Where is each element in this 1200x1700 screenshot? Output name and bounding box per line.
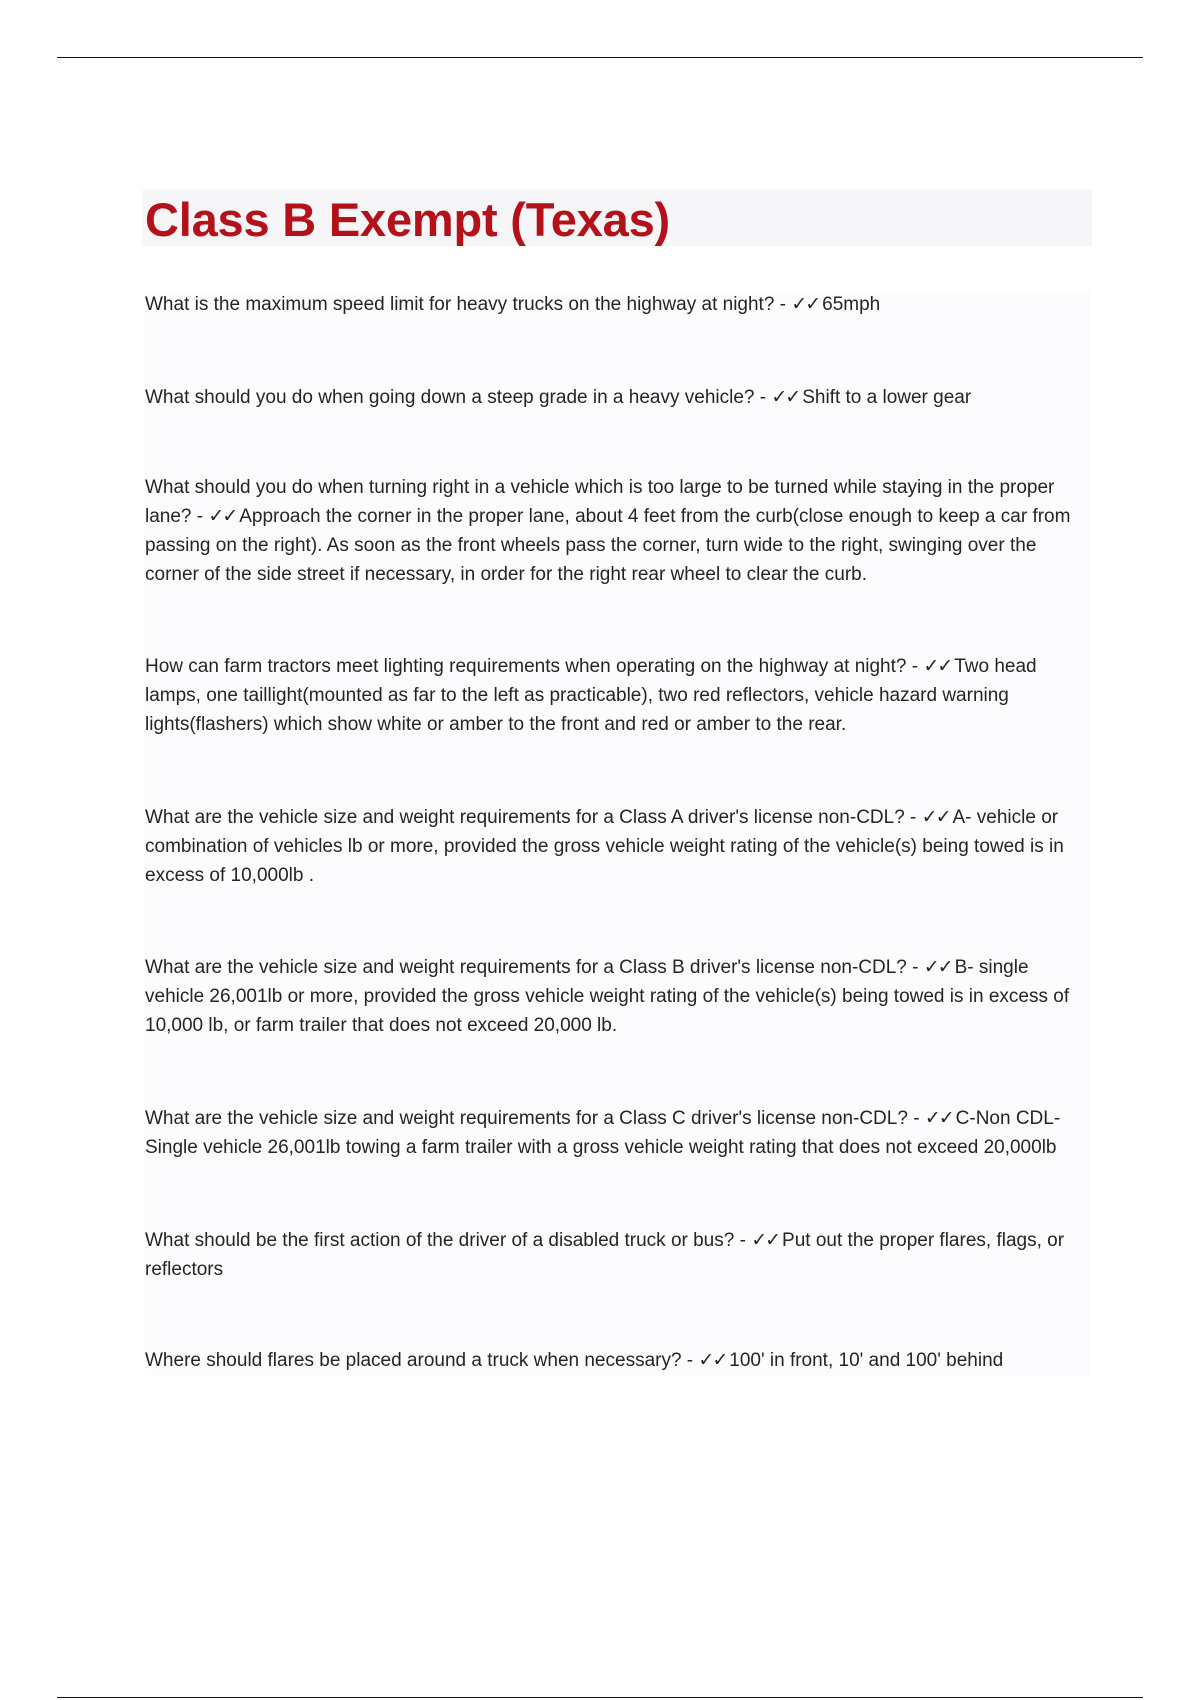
qa-question: What are the vehicle size and weight requirements for a Class B driver's license non-CDL? - bbox=[145, 957, 919, 978]
qa-item-8 bbox=[145, 1226, 1090, 1284]
double-check-icon: ✓✓ bbox=[923, 656, 952, 677]
qa-question: Where should flares be placed around a truck when necessary? - bbox=[145, 1350, 694, 1371]
footer-rule bbox=[57, 1697, 1143, 1698]
qa-answer: B- single vehicle 26,001lb or more, provided the gross vehicle weight rating of the vehicle(s) being towed is in excess of 10,000 lb, or farm trailer that does not exceed 20,000 lb. bbox=[145, 957, 1070, 1036]
double-check-icon: ✓✓ bbox=[791, 294, 820, 315]
qa-item-3 bbox=[145, 473, 1090, 589]
qa-question: What should be the first action of the driver of a disabled truck or bus? - bbox=[145, 1230, 746, 1251]
qa-question: What are the vehicle size and weight requirements for a Class A driver's license non-CDL? - bbox=[145, 807, 917, 828]
double-check-icon: ✓✓ bbox=[921, 807, 950, 828]
qa-question: What should you do when going down a steep grade in a heavy vehicle? - bbox=[145, 387, 767, 408]
double-check-icon: ✓✓ bbox=[923, 957, 952, 978]
qa-item-6 bbox=[145, 953, 1090, 1040]
qa-item-4 bbox=[145, 652, 1090, 739]
qa-item-9 bbox=[145, 1346, 1090, 1375]
double-check-icon: ✓✓ bbox=[208, 506, 237, 527]
qa-question: What should you do when turning right in a vehicle which is too large to be turned while staying in the proper lane? - bbox=[145, 477, 1055, 527]
double-check-icon: ✓✓ bbox=[751, 1230, 780, 1251]
qa-answer: 65mph bbox=[822, 294, 881, 315]
qa-item-2 bbox=[145, 383, 1090, 412]
qa-answer: Shift to a lower gear bbox=[802, 387, 972, 408]
qa-answer: Two head lamps, one taillight(mounted as far to the left as practicable), two red reflectors, vehicle hazard warning lights(flashers) which show white or amber to the front and red or amber to the rear. bbox=[145, 656, 1037, 735]
double-check-icon: ✓✓ bbox=[698, 1350, 727, 1371]
qa-answer: Approach the corner in the proper lane, about 4 feet from the curb(close enough to keep a car from passing on the right). As soon as the front wheels pass the corner, turn wide to the right, swinging over the corner of the side street if necessary, in order for the right rear wheel to clear the curb. bbox=[145, 506, 1071, 585]
qa-item-5 bbox=[145, 803, 1090, 890]
qa-answer: 100' in front, 10' and 100' behind bbox=[729, 1350, 1004, 1371]
header-rule bbox=[57, 57, 1143, 58]
qa-answer: A- vehicle or combination of vehicles lb or more, provided the gross vehicle weight rating of the vehicle(s) being towed is in excess of 10,000lb . bbox=[145, 807, 1064, 886]
qa-answer: Put out the proper flares, flags, or reflectors bbox=[145, 1230, 1065, 1280]
qa-question: What are the vehicle size and weight requirements for a Class C driver's license non-CDL? - bbox=[145, 1108, 920, 1129]
double-check-icon: ✓✓ bbox=[924, 1108, 953, 1129]
qa-question: How can farm tractors meet lighting requirements when operating on the highway at night? - bbox=[145, 656, 919, 677]
qa-item-1 bbox=[145, 290, 1090, 319]
qa-item-7 bbox=[145, 1104, 1090, 1162]
qa-list bbox=[145, 290, 1090, 1375]
double-check-icon: ✓✓ bbox=[771, 387, 800, 408]
qa-answer: C-Non CDL- Single vehicle 26,001lb towing a farm trailer with a gross vehicle weight rating that does not exceed 20,000lb bbox=[145, 1108, 1061, 1158]
page-title: Class B Exempt (Texas) bbox=[145, 193, 670, 246]
qa-question: What is the maximum speed limit for heavy trucks on the highway at night? - bbox=[145, 294, 786, 315]
